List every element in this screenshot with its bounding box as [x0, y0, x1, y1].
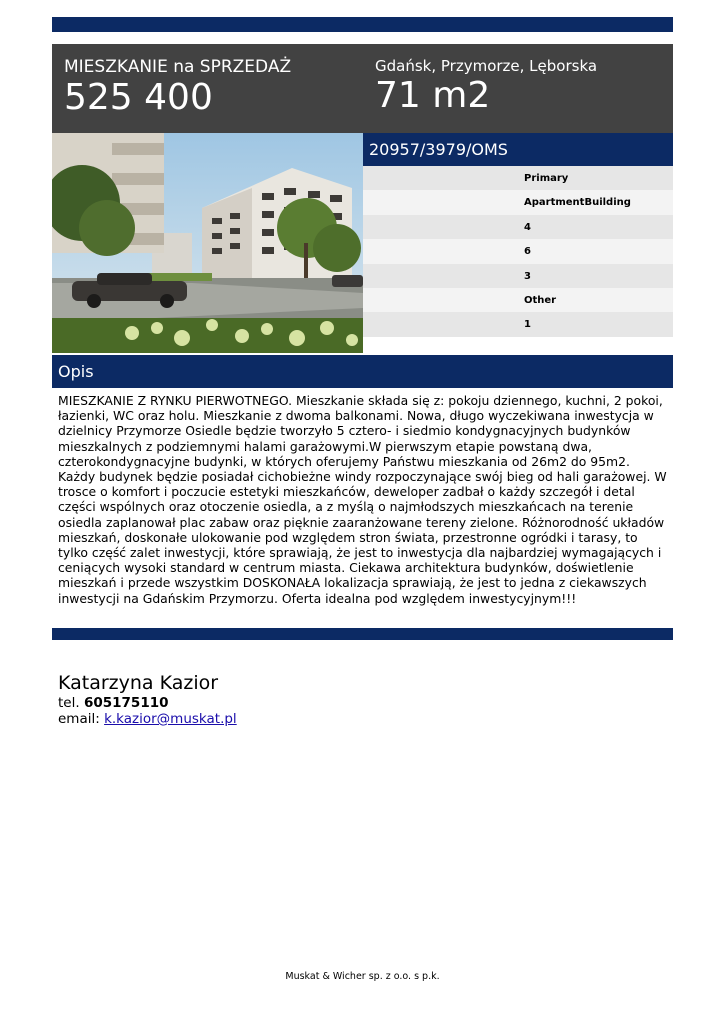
header-right — [375, 56, 597, 116]
location: Gdańsk, Przymorze, Lęborska — [375, 57, 598, 75]
area: 71 m2 — [375, 75, 491, 116]
email-link[interactable]: k.kazior@muskat.pl — [104, 711, 237, 727]
price: 525 400 — [64, 77, 213, 118]
description-heading: Opis — [58, 362, 94, 381]
attribute-row — [363, 239, 673, 263]
attribute-row — [363, 264, 673, 288]
attribute-row — [363, 288, 673, 312]
agent-name: Katarzyna Kazior — [58, 672, 219, 694]
attribute-row — [363, 166, 673, 190]
phone-line — [58, 695, 237, 711]
attribute-row — [363, 190, 673, 214]
reference-bar — [363, 133, 673, 166]
phone-number: 605175110 — [83, 695, 169, 711]
footer-company: Muskat & Wicher sp. z o.o. s p.k. — [285, 971, 440, 982]
attribute-value: 1 — [524, 319, 531, 331]
attribute-value: ApartmentBuilding — [524, 197, 631, 209]
description-heading-bar — [52, 355, 673, 388]
attribute-row — [363, 312, 673, 336]
header-left — [64, 56, 291, 118]
attribute-value: 4 — [524, 221, 531, 233]
email-line — [58, 711, 237, 727]
attribute-row — [363, 215, 673, 239]
email-label: email: — [58, 711, 100, 727]
listing-header — [52, 44, 673, 133]
phone-label: tel. — [58, 695, 80, 711]
description-text: MIESZKANIE Z RYNKU PIERWOTNEGO. Mieszkanie składa się z: pokoju dziennego, kuchni, 2 pokoi, łazienki, WC oraz holu. Mieszkanie z dwoma balkonami. Nowa, długo wyczekiwana inwestycja w dzielnicy Przymorze Osiedle będzie tworzyło 5 cztero- i siedmio kondygnacyjnych budynków mieszkalnych z podziemnymi halami garażowymi.W pierwszym etapie powstaną dwa, czterokondygnacyjne budynki, w których oferujemy Państwu mieszkania od 26m2 do 95m2. Każdy budynek będzie posiadał cichobieżne windy rozpoczynające swój bieg od hali garażowej. W trosce o komfort i poczucie estetyki mieszkańców, deweloper zadbał o każdy szczegół i detal części wspólnych oraz otoczenie osiedla, a z myślą o najmłodszych mieszkańcach na terenie osiedla zaplanował plac zabaw oraz pięknie zaaranżowane tereny zielone. Różnorodność układów mieszkań, doskonałe ulokowanie pod względem stron świata, przestronne ogródki i tarasy, to tylko część zalet inwestycji, które sprawiają, że jest to inwestycja dla najbardziej wymagających i ceniących wysoki standard w centrum miasta. Ciekawa architektura budynków, doświetlenie mieszkań i przede wszystkim DOSKONAŁA lokalizacja sprawiają, że jest to jedna z ciekawszych inwestycji na Gdańskim Przymorzu. Oferta idealna pod względem inwestycyjnym!!! — [58, 393, 667, 606]
contact-block — [58, 671, 237, 727]
attribute-value: Primary — [524, 173, 569, 184]
top-decorative-bar — [52, 17, 673, 32]
property-photo — [52, 133, 363, 353]
attribute-value: 3 — [524, 270, 531, 282]
attribute-value: 6 — [524, 246, 531, 258]
section-divider-bar — [52, 628, 673, 640]
offer-type: MIESZKANIE na SPRZEDAŻ — [64, 57, 292, 77]
reference-number: 20957/3979/OMS — [369, 140, 508, 159]
attributes-table — [363, 166, 673, 337]
attribute-value: Other — [524, 294, 557, 306]
